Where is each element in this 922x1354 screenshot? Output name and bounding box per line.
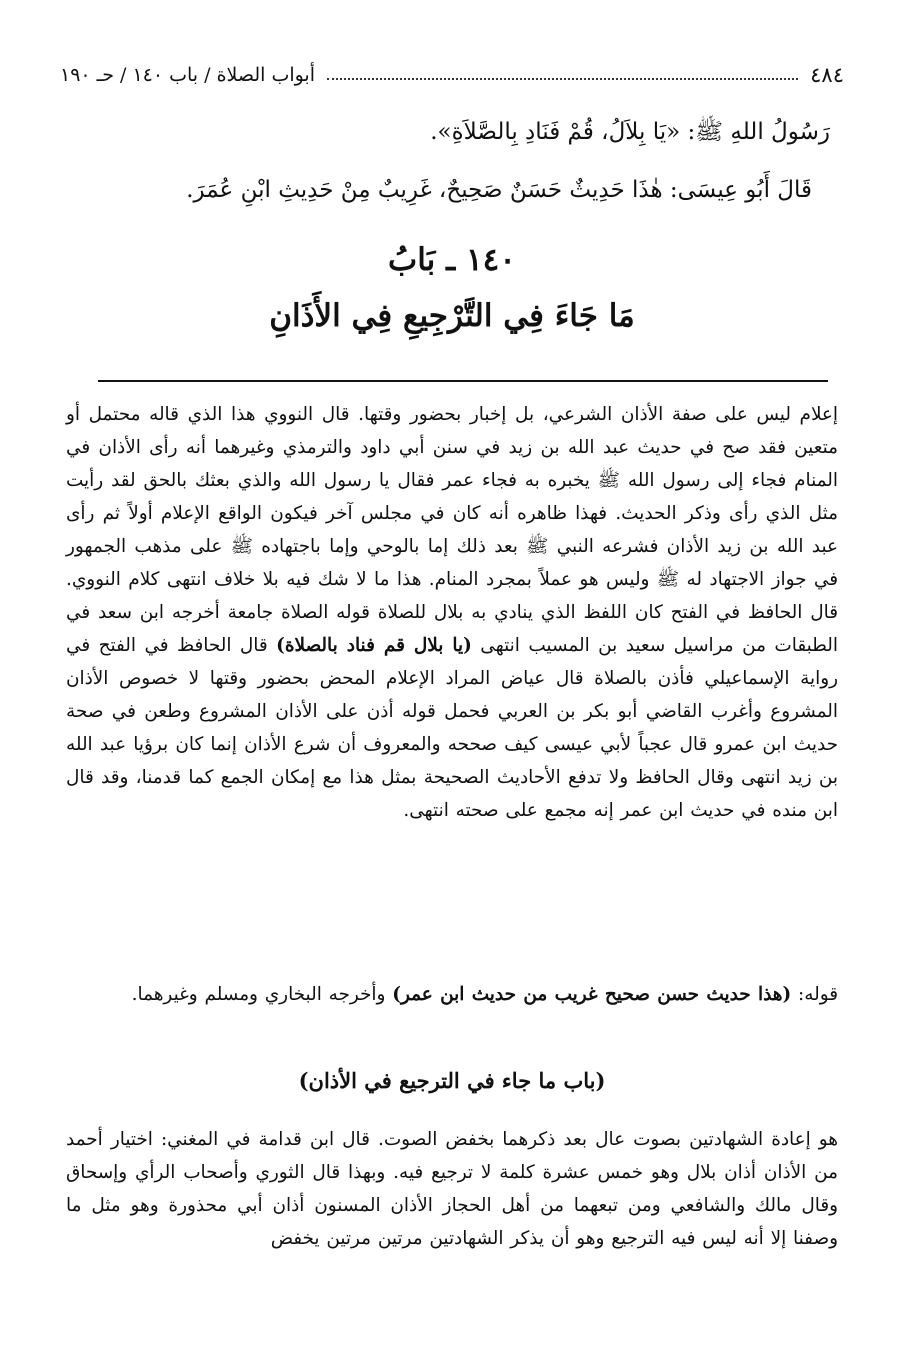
chapter-number: ١٤٠ ـ بَابُ [388,242,516,278]
commentary-paragraph [66,978,838,1011]
quoted-phrase: (يا بلال قم فناد بالصلاة) [276,635,472,656]
commentary-text: قوله: [798,984,838,1005]
quoted-phrase: (هذا حديث حسن صحيح غريب من حديث ابن عمر) [392,984,792,1005]
chapter-title: مَا جَاءَ فِي التَّرْجِيعِ فِي الأَذَانِ [269,298,635,334]
commentary-text: وأخرجه البخاري ومسلم وغيرهما. [131,984,386,1005]
commentary-text: إعلام ليس على صفة الأذان الشرعي، بل إخبار بحضور وقتها. قال النووي هذا الذي قاله محتمل أو متعين فقد صح في حديث عبد الله بن زيد في سنن أبي داود والترمذي وغيرهما أنه رأى الأذان في المنام فجاء إلى رسول الله ﷺ يخبره به فجاء عمر فقال يا رسول الله والذي بعثك بالحق لقد رأيت مثل الذي رأى وذكر الحديث. فهذا ظاهره أنه كان في مجلس آخر فيكون الواقع الإعلام أولاً ثم رأى عبد الله بن زيد الأذان فشرعه النبي ﷺ بعد ذلك إما بالوحي وإما باجتهاده ﷺ على مذهب الجمهور في جواز الاجتهاد له ﷺ وليس هو عملاً بمجرد المنام. هذا ما لا شك فيه بلا خلاف انتهى كلام النووي. قال الحافظ في الفتح كان اللفظ الذي ينادي به بلال للصلاة قوله الصلاة جامعة أخرجه ابن سعد في الطبقات من مراسيل سعيد بن المسيب انتهى [66,404,838,656]
running-title: أبواب الصلاة / باب ١٤٠ / حـ ١٩٠ [60,64,316,86]
running-header [60,58,844,92]
footnote-divider [98,380,828,382]
hadith-text-line: رَسُولُ اللهِ ﷺ: «يَا بِلاَلُ، قُمْ فَنَادِ بِالصَّلاَةِ». [430,119,830,145]
commentary-paragraph [66,398,838,827]
dotted-leader [327,78,798,80]
commentary-paragraph: هو إعادة الشهادتين بصوت عال بعد ذكرهما بخفض الصوت. قال ابن قدامة في المغني: اختيار أحمد من الأذان أذان بلال وهو خمس عشرة كلمة لا ترجيع فيه. وبهذا قال الثوري وأصحاب الرأي وإسحاق وقال مالك والشافعي ومن تبعهما من أهل الحجاز الأذان المسنون أذان أبي محذورة وهو مثل ما وصفنا إلا أنه ليس فيه الترجيع وهو أن يذكر الشهادتين مرتين مرتين يخفض [66,1129,838,1249]
page-number: ٤٨٤ [810,63,844,87]
commentary-subheading: (باب ما جاء في الترجيع في الأذان) [298,1068,606,1093]
commentary-text: قال الحافظ في الفتح في رواية الإسماعيلي فأذن بالصلاة قال عياض المراد الإعلام المحض بحضور وقتها لا خصوص الأذان المشروع وأغرب القاضي أبو بكر بن العربي فحمل قوله أذن على الأذان المشروع وطعن في صحة حديث ابن عمرو قال عجباً لأبي عيسى كيف صححه والمعروف أن شرع الأذان إنما كان برؤيا عبد الله بن زيد انتهى وقال الحافظ ولا تدفع الأحاديث الصحيحة بمثل هذا مع إمكان الجمع كما قدمنا، وقد قال ابن منده في حديث ابن عمر إنه مجمع على صحته انتهى. [66,635,838,821]
tirmidhi-verdict-line: قَالَ أَبُو عِيسَى: هٰذَا حَدِيثٌ حَسَنٌ صَحِيحٌ، غَرِيبٌ مِنْ حَدِيثِ ابْنِ عُمَرَ. [186,177,812,203]
